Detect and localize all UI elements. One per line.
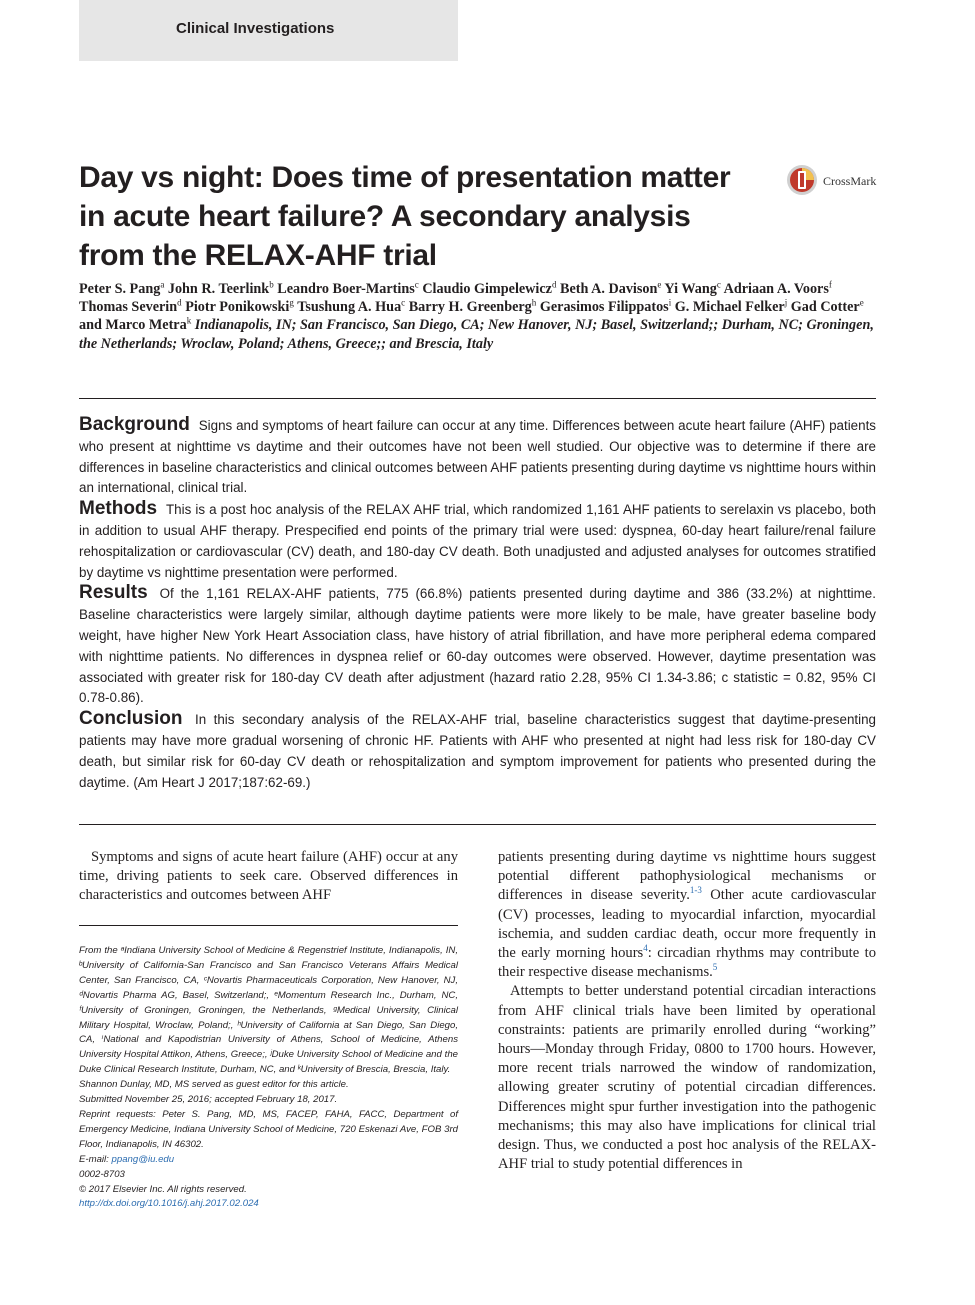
intro-paragraph: Symptoms and signs of acute heart failure (AHF) occur at any time, driving patients to seek care. Observed differences in characteristics and outcomes between AHF [79,849,458,904]
author-and: and [79,317,106,334]
abstract-methods [79,499,876,583]
ref-link-1[interactable]: 1-3 [689,885,702,896]
author-affiliation-mark: f [828,279,832,290]
background-heading: Background [79,414,190,435]
conclusion-heading: Conclusion [79,708,183,730]
author-affiliation-mark: k [186,315,192,326]
p1-text-b: Other acute cardiovascular (CV) processes, leading to myocardial infarction, myocardial ischemia, and sudden cardiac death, occur more frequently in the early morning hours [498,887,876,962]
crossmark-badge[interactable] [786,163,886,199]
p1-text-a: patients presenting during daytime vs nighttime hours suggest potential different pathophysiological mechanisms or differences in disease severity. [498,849,876,904]
conclusion-text: In this secondary analysis of the RELAX-AHF trial, baseline characteristics suggest that daytime-presenting patients may have more gradual worsening of chronic HF. Patients with AHF who presented at night had less risk for 180-day CV death, but similar risk for 60-day CV death or rehospitalization and symptom improvement for patients who presented during the daytime. (Am Heart J 2017;187:62-69.) [79,712,876,790]
author-name: Gad Cotter [790,299,860,316]
author-affiliation-mark: j [784,297,788,308]
author-affiliation-mark: i [668,297,672,308]
author-name: Thomas Severin [79,299,178,316]
author-affiliation-mark: c [716,279,721,290]
author-name: Leandro Boer-Martins [277,281,415,297]
abstract-results [79,583,876,709]
article-title: Day vs night: Does time of presentation matter in acute heart failure? A secondary analysis from the RELAX-AHF trial [79,161,731,272]
footnote-copyright: © 2017 Elsevier Inc. All rights reserved. [79,1183,247,1195]
author-name: Claudio Gimpelewicz [422,281,552,297]
author-affiliation-mark: d [177,297,182,308]
email-link[interactable]: ppang@iu.edu [111,1153,175,1165]
author-name: Peter S. Pang [79,281,161,297]
divider-bottom [79,824,876,825]
footnote-affiliations: From the ᵃIndiana University School of Medicine & Regenstrief Institute, Indianapolis, IN, ᵇUniversity of California-San Francisco and San Francisco Veterans Affairs Medical Center, San Francisco, CA, ᶜNovartis Pharmaceuticals Corporation, New Hanover, NJ, ᵈNovartis Pharma AG, Basel, Switzerland;, ᵉMomentum Research Inc., Durham, NC, ᶠUniversity of Groningen, Groningen, the Netherlands, ᵍMedical University, Clinical Military Hospital, Wroclaw, Poland;, ʰUniversity of California at San Diego, San Diego, CA, ⁱNational and Kapodistrian University of Athens, School of Medicine, Athens University Hospital Attikon, Athens, Greece;, ʲDuke University School of Medicine and the Duke Clinical Research Institute, Durham, NC, and ᵏUniversity of Brescia, Brescia, Italy. [79,945,458,1076]
footnote-email [79,1153,458,1168]
author-affiliation-mark: c [414,279,419,290]
background-text: Signs and symptoms of heart failure can occur at any time. Differences between acute heart failure (AHF) patients who present at nighttime vs daytime and their outcomes have not been well studied. Our objective was to determine if there are differences in baseline characteristics and clinical outcomes between AHF patients presenting during daytime vs nighttime hours within an international, clinical trial. [79,418,876,496]
p1-text-c: : circadian rhythms may contribute to their respective disease mechanisms. [498,945,876,981]
footnotes [79,944,458,1212]
author-affiliation-mark: h [531,297,537,308]
email-label: E-mail: [79,1153,109,1165]
author-name: G. Michael Felker [674,299,785,316]
author-affiliation-mark: e [859,297,864,308]
author-name: Marco Metra [105,317,187,334]
author-name: Barry H. Greenberg [408,299,532,316]
results-text: Of the 1,161 RELAX-AHF patients, 775 (66.8%) patients presented during daytime and 386 (33.2%) at nighttime. Baseline characteristics were largely similar, although daytime patients were more likely to be male, have greater baseline body weight, have higher New York Heart Association class, have history of atrial fibrillation, and have more peripheral edema compared with nighttime patients. No differences in dyspnea relief or 60-day outcomes were observed. However, daytime presentation was associated with greater risk for 180-day CV death after adjustment (hazard ratio 2.28, 95% CI 1.34-3.86; c statistic = 0.82, 95% CI 0.78-0.86). [79,586,876,706]
footnote-guest-editor: Shannon Dunlay, MD, MS served as guest editor for this article. [79,1079,349,1091]
methods-text: This is a post hoc analysis of the RELAX AHF trial, which randomized 1,161 AHF patients to serelaxin vs placebo, both in addition to usual AHF therapy. Prespecified end points of the primary trial were used: dyspnea, 60-day heart failure/renal failure rehospitalization or cardiovascular (CV) death, and 180-day CV death. Both unadjusted and adjusted analyses for outcomes stratified by daytime vs nighttime presentation were performed. [79,502,877,580]
author-affiliation-mark: b [269,279,274,290]
divider-top [79,398,876,399]
ref-link-2[interactable]: 4 [643,943,648,954]
methods-heading: Methods [79,498,158,520]
author-name: Gerasimos Filippatos [539,299,669,316]
author-affiliation-mark: g [289,297,294,308]
abstract [79,415,876,793]
footnote-reprint: Reprint requests: Peter S. Pang, MD, MS, FACEP, FAHA, FACC, Department of Emergency Medicine, Indiana University School of Medicine, 720 Eskenazi Ave, FOB 3rd Floor, Indianapolis, IN 46302. [79,1108,458,1150]
doi-link[interactable]: http://dx.doi.org/10.1016/j.ahj.2017.02.024 [79,1198,259,1210]
author-affiliation-mark: c [401,297,406,308]
crossmark-label: CrossMark [823,174,877,188]
footnote-divider [79,925,458,926]
footnote-submitted: Submitted November 25, 2016; accepted February 18, 2017. [79,1094,338,1106]
affiliation-locations: Indianapolis, IN; San Francisco, San Diego, CA; New Hanover, NJ; Basel, Switzerland;; Durham, NC; Groningen, the Netherlands; Wroclaw, Poland; Athens, Greece;; and Brescia, Italy [79,317,874,352]
author-list [79,280,879,353]
body-column-left [79,848,458,906]
crossmark-icon [786,163,818,197]
author-name: Beth A. Davison [560,281,658,297]
author-affiliation-mark: d [551,279,557,290]
author-name: John R. Teerlink [167,281,270,297]
author-name: Piotr Ponikowski [185,299,290,316]
footnote-issn: 0002-8703 [79,1168,125,1180]
author-affiliation-mark: a [160,279,165,290]
abstract-background [79,415,876,499]
author-name: Adriaan A. Voors [723,281,829,297]
abstract-conclusion [79,709,876,793]
ref-link-3[interactable]: 5 [712,962,718,973]
body-column-right [498,848,876,1174]
author-name: Tsushung A. Hua [297,299,402,316]
author-name: Yi Wang [664,281,717,297]
author-affiliation-mark: e [657,279,662,290]
body-paragraph-2: Attempts to better understand potential circadian interactions from AHF clinical trials have been limited by operational constraints: patients are primarily enrolled during “working” hours—Monday through Friday, 0800 to 1700 hours. However, more recent trials narrowed the window of randomization, allowing greater scrutiny of potential circadian differences. Differences might spur further investigation into the pathogenic mechanisms; this may also have implications for clinical trial design. Thus, we conducted a post hoc analysis of the RELAX-AHF trial to study potential differences in [498,983,876,1173]
section-label: Clinical Investigations [176,20,335,37]
section-header [79,0,458,61]
body-paragraph-1 [498,848,876,982]
results-heading: Results [79,582,148,604]
